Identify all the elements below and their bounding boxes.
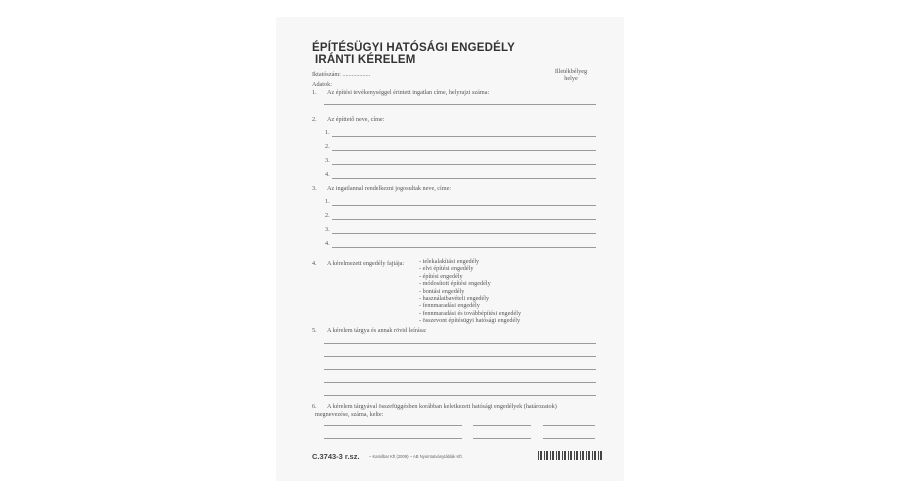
section-3-label: Az ingatlannal rendelkezni jogosultak neve, címe:	[327, 185, 452, 192]
section-1-line[interactable]	[324, 104, 596, 105]
section-5-label: A kérelem tárgya és annak rövid leírása:	[327, 327, 427, 334]
section-2-line-1[interactable]	[332, 136, 596, 137]
section-2-number: 2.	[312, 116, 317, 123]
section-5-line-1[interactable]	[324, 343, 596, 344]
section-6-date-line-2[interactable]	[543, 438, 595, 439]
section-6-number-line-1[interactable]	[473, 425, 531, 426]
section-3-sub-1: 1.	[325, 198, 330, 205]
section-6-name-line-2[interactable]	[324, 438, 462, 439]
option-item[interactable]: - építési engedély	[419, 272, 463, 280]
option-item[interactable]: - módosított építési engedély	[419, 280, 491, 288]
adatok-label: Adatok:	[312, 81, 332, 88]
section-2-sub-4: 4.	[325, 171, 330, 178]
section-3-line-3[interactable]	[332, 233, 596, 234]
section-4-number: 4.	[312, 260, 317, 267]
section-5-line-3[interactable]	[324, 369, 596, 370]
barcode-icon	[538, 451, 604, 460]
form-code: C.3743-3 r.sz.	[312, 452, 360, 461]
section-2-line-2[interactable]	[332, 150, 596, 151]
section-3-sub-4: 4.	[325, 240, 330, 247]
title-line-2: IRÁNTI KÉRELEM	[315, 54, 416, 66]
section-3-number: 3.	[312, 185, 317, 192]
section-2-sub-1: 1.	[325, 129, 330, 136]
iktatoszam-field[interactable]: Iktatószám: ..................	[312, 71, 371, 78]
section-2-line-3[interactable]	[332, 164, 596, 165]
section-6-date-line-1[interactable]	[543, 425, 595, 426]
title-line-1: ÉPÍTÉSÜGYI HATÓSÁGI ENGEDÉLY	[312, 42, 516, 54]
section-6-label-2: megnevezése, száma, kelte:	[315, 411, 384, 418]
option-item[interactable]: - bontási engedély	[419, 287, 465, 295]
form-sheet	[277, 18, 623, 480]
option-item[interactable]: - fennmaradási engedély	[419, 302, 480, 310]
section-3-sub-2: 2.	[325, 212, 330, 219]
section-3-line-2[interactable]	[332, 219, 596, 220]
section-5-number: 5.	[312, 327, 317, 334]
section-2-line-4[interactable]	[332, 178, 596, 179]
publisher-info: – Kamilbar Kft (2009) – AB Nyomtatványtáblák Kft.	[369, 454, 463, 459]
stamp-label-1: Illetékbélyeg	[554, 68, 588, 75]
section-5-line-2[interactable]	[324, 356, 596, 357]
option-item[interactable]: - elvi építési engedély	[419, 265, 474, 273]
section-5-line-4[interactable]	[324, 382, 596, 383]
section-1-label: Az építési tevékenységgel érintett ingatlan címe, helyrajzi száma:	[327, 89, 490, 96]
section-6-name-line-1[interactable]	[324, 425, 462, 426]
section-6-label-1: A kérelem tárgyával összefüggésben korábban keletkezett hatósági engedélyek (határozatok)	[327, 403, 557, 410]
section-2-label: Az építtető neve, címe:	[327, 116, 385, 123]
section-2-sub-3: 3.	[325, 157, 330, 164]
section-1-number: 1.	[312, 89, 317, 96]
permit-type-options	[419, 258, 521, 325]
section-5-line-5[interactable]	[324, 395, 596, 396]
section-3-line-4[interactable]	[332, 247, 596, 248]
option-item[interactable]: - összevont építésügyi hatósági engedély	[419, 317, 521, 325]
option-item[interactable]: - fennmaradási és továbbépítési engedély	[419, 309, 522, 317]
section-2-sub-2: 2.	[325, 143, 330, 150]
stamp-label-2: helye	[564, 75, 578, 82]
stamp-area	[549, 68, 593, 82]
section-6-number-line-2[interactable]	[473, 438, 531, 439]
section-6-number: 6.	[312, 403, 317, 410]
option-item[interactable]: - telekalakítási engedély	[419, 258, 480, 265]
option-item[interactable]: - használatbavételi engedély	[419, 295, 490, 303]
section-4-label: A kérelmezett engedély fajtája:	[327, 260, 405, 267]
form-title	[312, 42, 515, 66]
section-3-sub-3: 3.	[325, 226, 330, 233]
section-3-line-1[interactable]	[332, 205, 596, 206]
